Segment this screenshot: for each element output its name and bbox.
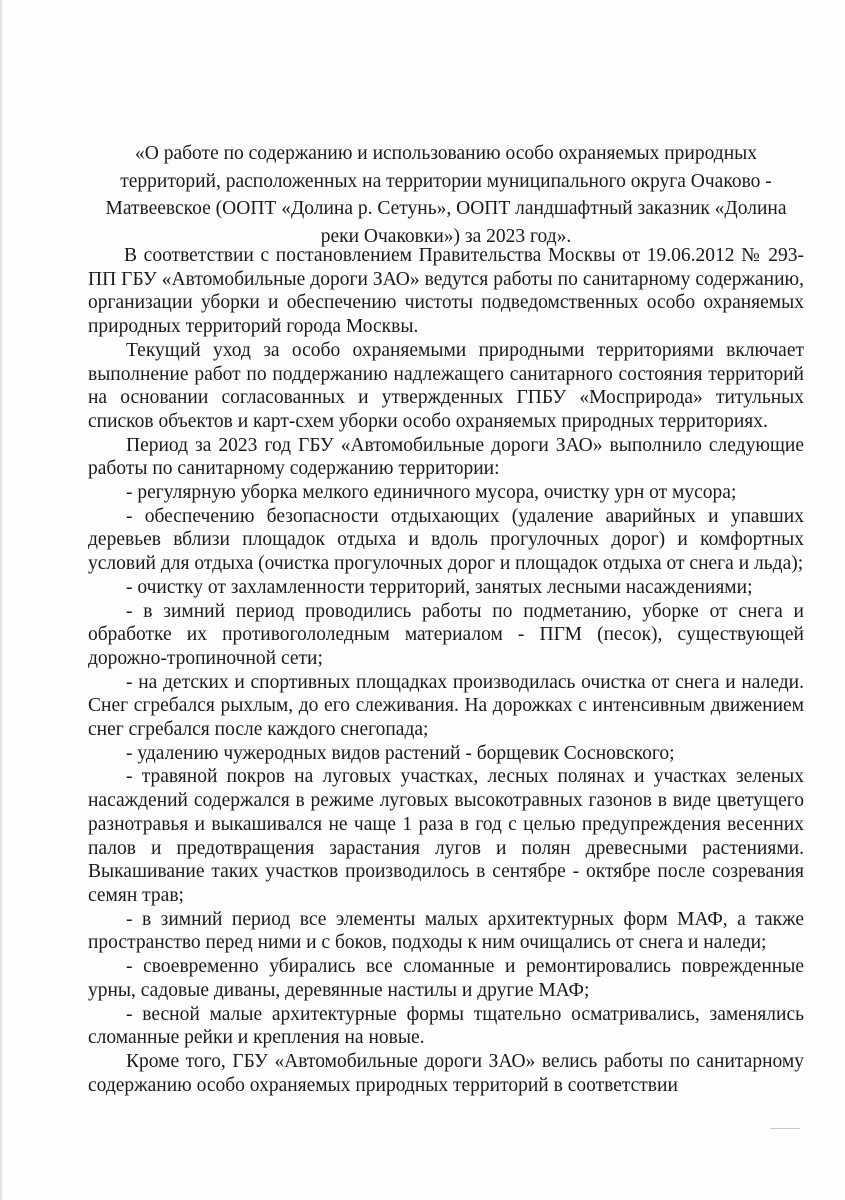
document-body [88,244,804,1097]
list-item: - регулярную уборка мелкого единичного мусора, очистку урн от мусора; [126,482,737,504]
document-title: «О работе по содержанию и использованию особо охраняемых природных территорий, расположенных на территории муниципального округа Очаково - Матвеевское (ООПТ «Долина р. Сетунь», ООПТ ландшафтный заказник «Долина реки Очаковки») за 2023 год». [105,143,787,247]
list-item: - своевременно убирались все сломанные и ремонтировались поврежденные урны, садовые диваны, деревянные настилы и другие МАФ; [88,956,804,1001]
list-item: - очистку от захламленности территорий, занятых лесными насаждениями; [126,576,753,598]
paragraph: Текущий уход за особо охраняемыми природными территориями включает выполнение работ по поддержанию надлежащего санитарного состояния территорий на основании согласованных и утвержденных ГПБУ «Мосприрода» титульных списков объектов и карт-схем уборки особо охраняемых природных территориях. [88,339,804,432]
list-item: - обеспечению безопасности отдыхающих (удаление аварийных и упавших деревьев вблизи площадок отдыха и вдоль прогулочных дорог) и комфортных условий для отдыха (очистка прогулочных дорог и площадок отдыха от снега и льда); [88,505,804,575]
list-item: - весной малые архитектурные формы тщательно осматривались, заменялись сломанные рейки и крепления на новые. [88,1003,804,1049]
paragraph: Кроме того, ГБУ «Автомобильные дороги ЗАО» велись работы по санитарному содержанию особо охраняемых природных территорий в соответствии [88,1050,804,1096]
scan-edge [0,0,3,1200]
paragraph: В соответствии с постановлением Правительства Москвы от 19.06.2012 № 293-ПП ГБУ «Автомобильные дороги ЗАО» ведутся работы по санитарному содержанию, организации уборки и обеспечению чистоты подведомственных особо охраняемых природных территорий города Москвы. [88,245,804,338]
list-item: - в зимний период проводились работы по подметанию, уборке от снега и обработке их противогололедным материалом - ПГМ (песок), существующей дорожно-тропиночной сети; [88,600,804,669]
scan-mark [770,1128,800,1129]
list-item: - удалению чужеродных видов растений - борщевик Сосновского; [126,742,675,764]
list-item: - в зимний период все элементы малых архитектурных форм МАФ, а также пространство перед ними и с боков, подходы к ним очищались от снега и наледи; [88,908,804,954]
paragraph: Период за 2023 год ГБУ «Автомобильные дороги ЗАО» выполнило следующие работы по санитарному содержанию территории: [88,434,804,480]
list-item: - травяной покров на луговых участках, лесных полянах и участках зеленых насаждений содержался в режиме луговых высокотравных газонов в виде цветущего разнотравья и выкашивался не чаще 1 раза в год с целью предупреждения весенних палов и предотвращения зарастания лугов и полян древесными растениями. Выкашивание таких участков производилось в сентябре - октябре после созревания семян трав; [88,766,804,906]
list-item: - на детских и спортивных площадках производилась очистка от снега и наледи. Снег сгребался рыхлым, до его слеживания. На дорожках с интенсивным движением снег сгребался после каждого снегопада; [88,671,804,741]
